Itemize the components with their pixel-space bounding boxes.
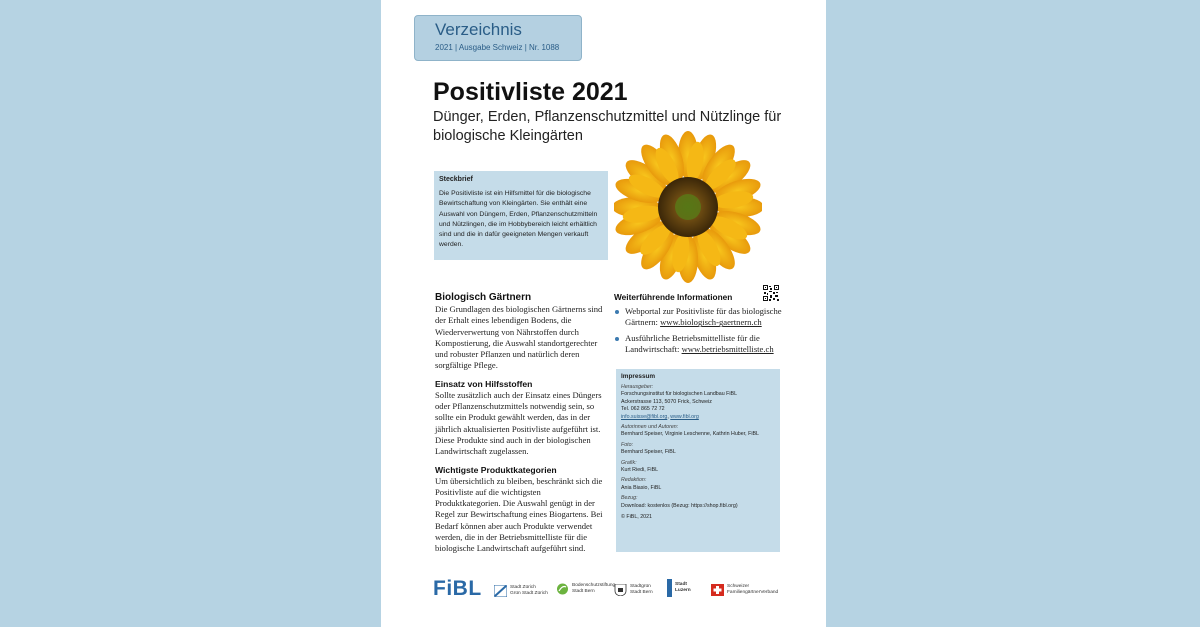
section-heading-produktkategorien: Wichtigste Produktkategorien: [435, 464, 557, 475]
steckbrief-box: [434, 171, 608, 260]
info-item-text: Ausführliche Betriebsmittelliste für die Landwirtschaft:: [625, 332, 760, 354]
steckbrief-text: Die Positivliste ist ein Hilfsmittel für die biologische Bewirtschaftung von Kleingärten. Sie enthält eine Auswahl von Düngern, Erden, Pflanzenschutzmitteln und Nützlingen, die im Hobbybereich leicht erhältlich sind und die in dafür geeigneten Mengen verkauft werden.: [439, 190, 598, 249]
copyright: © FiBL, 2021: [621, 514, 652, 521]
impressum-heading: Impressum: [621, 373, 656, 380]
bezug-value: Download: kostenlos (Bezug: https://shop.fibl.org): [621, 502, 738, 509]
zuerich-crest-icon: [494, 585, 507, 597]
left-column: [435, 291, 607, 555]
bullet-icon: [615, 337, 619, 341]
familiengaertner-logo: [711, 584, 778, 596]
list-item: [614, 333, 789, 356]
info-item-text: Webportal zur Positivliste für das biologische Gärtnern:: [625, 306, 782, 328]
steckbrief-heading: Steckbrief: [439, 176, 473, 183]
info-heading: Weiterführende Informationen: [614, 292, 733, 302]
bullet-icon: [615, 310, 619, 314]
fibl-logo: FiBL: [433, 577, 482, 600]
stadt-luzern-logo: [667, 579, 691, 597]
foto-label: Foto:: [621, 441, 634, 448]
logo-text: Luzern: [675, 588, 691, 593]
logo-text: Bodenschutzstiftung: [572, 583, 616, 588]
logo-text: Stadt: [675, 582, 687, 587]
logo-text: Stadt Zürich: [510, 585, 536, 590]
link-biologisch-gaertnern[interactable]: www.biologisch-gaertnern.ch: [660, 317, 762, 328]
badge-subtitle: 2021 | Ausgabe Schweiz | Nr. 1088: [435, 43, 560, 52]
section-text-biologisch-gaertnern: Die Grundlagen des biologischen Gärtnerns sind der Erhalt eines lebendigen Bodens, die Wiederverwertung von Nährstoffen durch Kompostierung, die Auswahl standortgerechter und robuster Pflanzen und natürlich deren sorgfältige Pflege.: [435, 304, 603, 371]
email-link[interactable]: info.suisse@fibl.org: [621, 413, 668, 420]
logo-text: FamiliengärtnerVerband: [727, 590, 779, 595]
page-subtitle: Dünger, Erden, Pflanzenschutzmittel und Nützlinge für biologische Kleingärten: [433, 109, 782, 144]
autoren-value: Bernhard Speiser, Virginie Leschenne, Kathrin Huber, FiBL: [621, 431, 759, 438]
leaf-icon: [556, 583, 569, 595]
herausgeber-line: Tel. 062 865 72 72: [621, 406, 665, 413]
page-title: Positivliste 2021: [433, 78, 628, 106]
swiss-flag-icon: [711, 584, 724, 596]
partner-logos: [433, 575, 788, 603]
stadt-zuerich-logo: [494, 585, 548, 597]
redaktion-value: Ania Biasio, FiBL: [621, 484, 662, 491]
stadt-bern-logo: [614, 584, 653, 596]
list-item: [614, 306, 789, 329]
herausgeber-label: Herausgeber:: [621, 384, 654, 390]
document-page: [381, 0, 826, 627]
logo-text: Grün Stadt Zürich: [510, 591, 548, 596]
logo-text: Schweizer: [727, 584, 750, 589]
grafik-value: Kurt Riedi, FiBL: [621, 467, 659, 474]
impressum-box: [616, 369, 780, 552]
luzern-bar-icon: [667, 579, 672, 597]
logo-text: Stadtgrün: [630, 584, 651, 589]
autoren-label: Autorinnen und Autoren:: [621, 424, 679, 431]
category-badge: [414, 15, 582, 61]
link-betriebsmittelliste[interactable]: www.betriebsmittelliste.ch: [681, 343, 774, 354]
herausgeber-line: Ackerstrasse 113, 5070 Frick, Schweiz: [621, 398, 712, 405]
herausgeber-line: Forschungsinstitut für biologischen Landbau FiBL: [621, 391, 738, 398]
sunflower-image: [614, 127, 762, 285]
bern-crest-icon: [614, 584, 627, 596]
section-heading-hilfsstoffe: Einsatz von Hilfsstoffen: [435, 378, 533, 389]
section-text-hilfsstoffe: Sollte zusätzlich auch der Einsatz eines Düngers oder Pflanzenschutzmittels notwendig sein, so sollte ein Produkt gewählt werden, das in der jährlich aktualisierten Positivliste aufgeführt ist. Diese Produkte sind auch in der biologischen Landwirtschaft zugelassen.: [435, 389, 602, 457]
bodenschutz-logo: [556, 583, 615, 595]
badge-title: Verzeichnis: [435, 20, 522, 39]
foto-value: Bernhard Speiser, FiBL: [621, 449, 676, 456]
section-heading-biologisch-gaertnern: Biologisch Gärtnern: [435, 292, 532, 303]
grafik-label: Grafik:: [621, 459, 637, 466]
bezug-label: Bezug:: [621, 495, 638, 502]
contact-links: info.suisse@fibl.org, www.fibl.org: [621, 413, 699, 420]
web-link[interactable]: www.fibl.org: [670, 413, 699, 420]
info-list: [614, 306, 789, 355]
logo-text: Stadt Bern: [572, 589, 595, 594]
redaktion-label: Redaktion:: [621, 477, 647, 484]
logo-text: Stadt Bern: [630, 590, 653, 595]
right-column: [614, 292, 789, 359]
section-text-produktkategorien: Um übersichtlich zu bleiben, beschränkt sich die Positivliste auf die wichtigsten Produktkategorien. Die Auswahl genügt in der Regel zur Bewirtschaftung eines Biogartens. Bei Bedarf können aber auch Produkte verwendet werden, die in der Betriebsmittelliste für die biologische Landwirtschaft aufgeführt sind.: [435, 475, 603, 554]
